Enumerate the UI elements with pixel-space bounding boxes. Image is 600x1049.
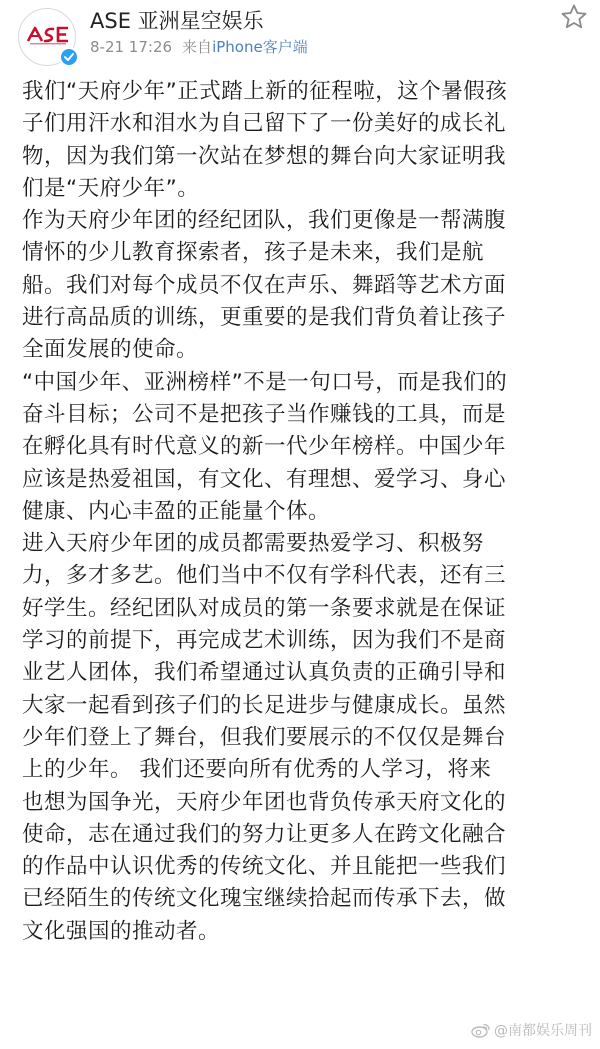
- weibo-icon: [471, 1022, 491, 1038]
- post-text-line: 们是“天府少年”。: [22, 175, 200, 201]
- post-text-line: 学习的前提下，再完成艺术训练，因为我们不是商: [22, 628, 507, 654]
- post-text-line: 情怀的少儿教育探索者，孩子是未来，我们是航: [22, 240, 485, 266]
- post-text-line: 我们“天府少年”正式踏上新的征程啦，这个暑假孩: [22, 79, 508, 104]
- post-text-line: 健康、内心丰盈的正能量个体。: [22, 498, 331, 524]
- post-header: [0, 0, 600, 64]
- post-text-line: 应该是热爱祖国，有文化、有理想、爱学习、身心: [22, 466, 507, 492]
- avatar[interactable]: [18, 8, 76, 66]
- source-watermark: [471, 1019, 592, 1041]
- post-text-line: 好学生。经纪团队对成员的第一条要求就是在保证: [22, 595, 507, 621]
- post-text-line: 子们用汗水和泪水为自己留下了一份美好的成长礼: [22, 111, 507, 137]
- post-text-line: “中国少年、亚洲榜样”不是一句口号，而是我们的: [22, 369, 508, 395]
- post-text-line: 进入天府少年团的成员都需要热爱学习、积极努: [22, 531, 485, 557]
- post-text-line: 进行高品质的训练，更重要的是我们背负着让孩子: [22, 305, 507, 331]
- post-text-line: 作为天府少年团的经纪团队，我们更像是一帮满腹: [22, 208, 507, 234]
- post-text-line: 也想为国争光，天府少年团也背负传承天府文化的: [22, 789, 507, 815]
- post-text-line: 业艺人团体，我们希望通过认真负责的正确引导和: [22, 660, 507, 686]
- post-text-line: 全面发展的使命。: [22, 337, 199, 363]
- post-body: [22, 76, 594, 948]
- post-text-line: 文化强国的推动者。: [22, 918, 221, 944]
- post-text-line: 大家一起看到孩子们的长足进步与健康成长。虽然: [22, 692, 507, 718]
- post-timestamp: 8-21 17:26: [90, 38, 173, 56]
- post-source-device[interactable]: iPhone客户端: [212, 38, 308, 56]
- post-text-line: 少年们登上了舞台，但我们要展示的不仅仅是舞台: [22, 724, 507, 750]
- post-text-line: 物，因为我们第一次站在梦想的舞台向大家证明我: [22, 143, 507, 169]
- post-text-line: 船。我们对每个成员不仅在声乐、舞蹈等艺术方面: [22, 272, 507, 298]
- post-text-line: 上的少年。 我们还要向所有优秀的人学习，将来: [22, 757, 492, 783]
- post-text-line: 在孵化具有时代意义的新一代少年榜样。中国少年: [22, 434, 507, 460]
- post-meta: [90, 37, 308, 57]
- post-text-line: 力，多才多艺。他们当中不仅有学科代表，还有三: [22, 563, 507, 589]
- post-text-line: 使命，志在通过我们的努力让更多人在跨文化融合: [22, 821, 507, 847]
- post-text-line: 奋斗目标；公司不是把孩子当作赚钱的工具，而是: [22, 401, 507, 427]
- post-text-line: 已经陌生的传统文化瑰宝继续拾起而传承下去，做: [22, 886, 507, 912]
- star-outline-icon[interactable]: [560, 3, 588, 31]
- post-text-line: 的作品中认识优秀的传统文化、并且能把一些我们: [22, 854, 507, 880]
- account-name[interactable]: ASE 亚洲星空娱乐: [90, 9, 264, 33]
- watermark-text: @南都娱乐周刊: [494, 1023, 592, 1039]
- brand-logo: [26, 25, 70, 45]
- post-source-prefix: 来自: [182, 38, 213, 56]
- verified-badge-icon: [59, 47, 79, 67]
